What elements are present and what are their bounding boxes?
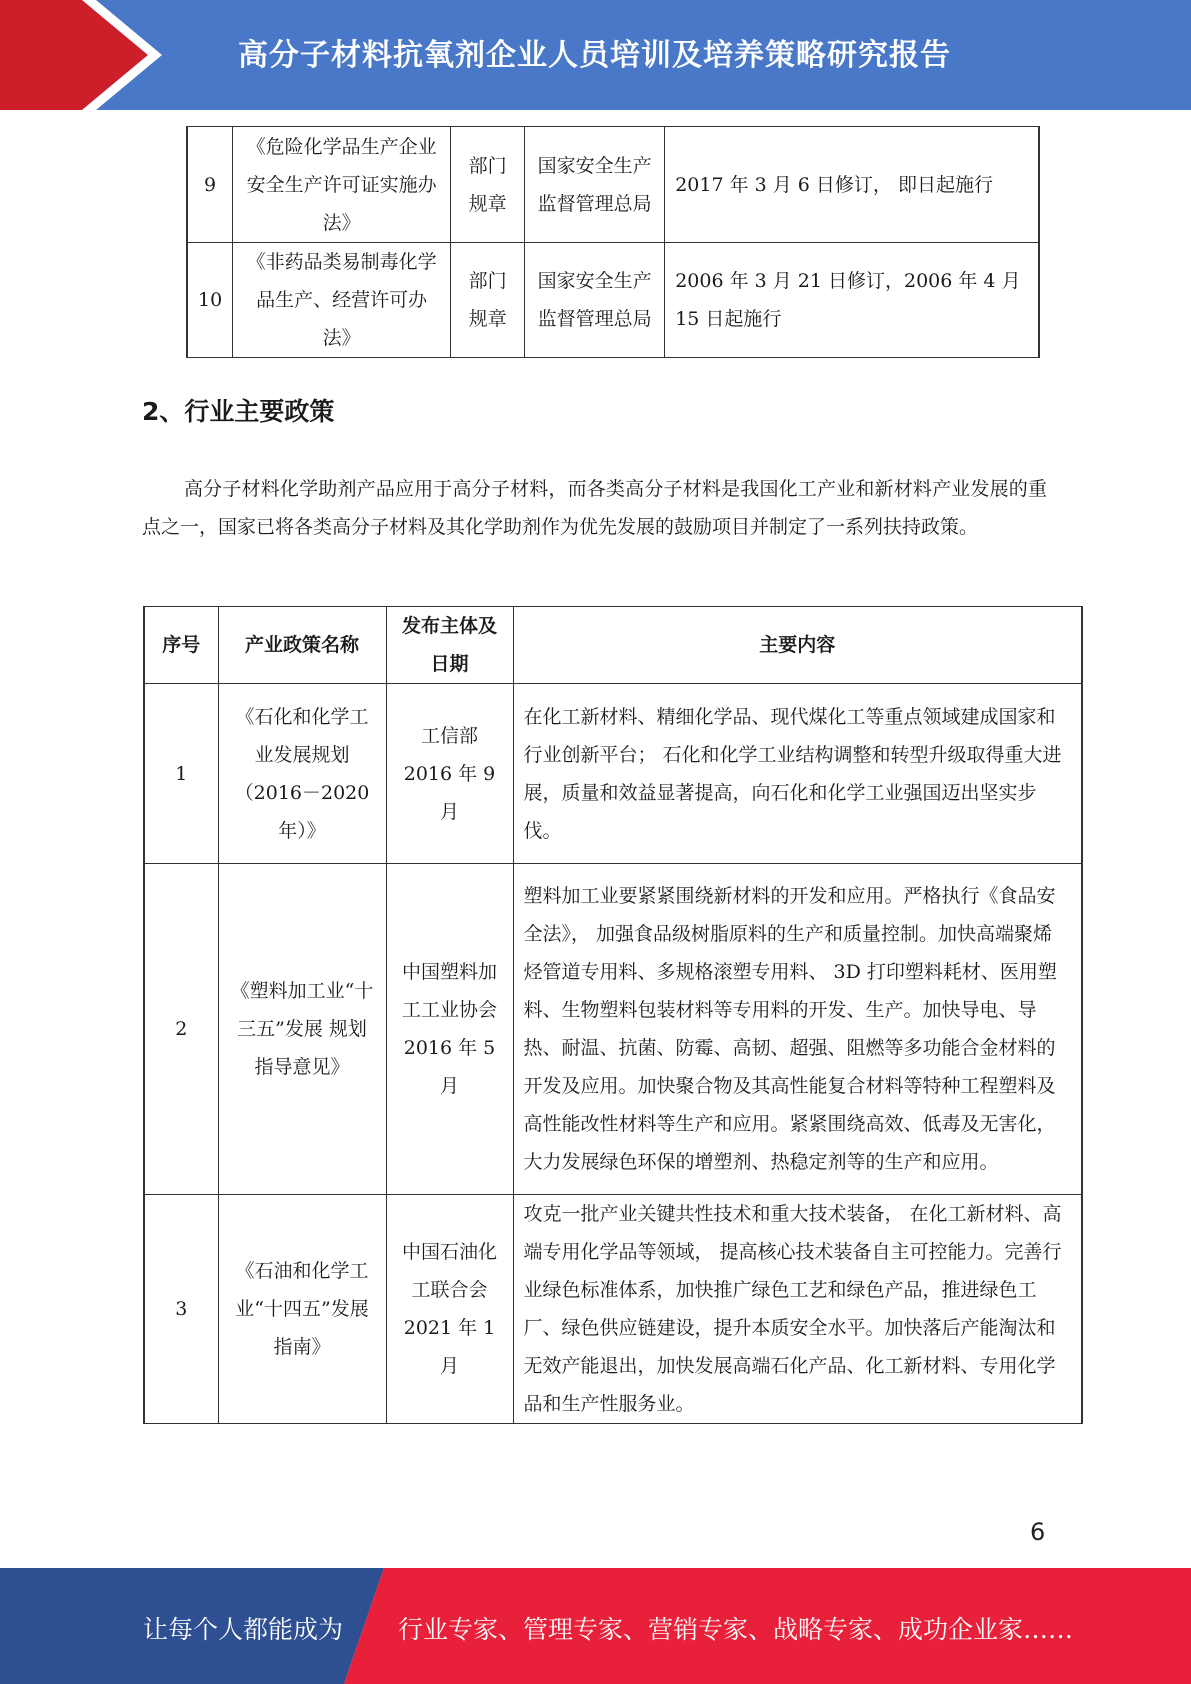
regulation-issuer: 国家安全生产监督管理总局 — [525, 243, 665, 358]
regulation-name: 《非药品类易制毒化学品生产、经营许可办法》 — [233, 243, 451, 358]
row-number: 3 — [144, 1195, 218, 1424]
regulation-date: 2006 年 3 月 21 日修订，2006 年 4 月 15 日起施行 — [665, 243, 1039, 358]
page-footer — [0, 1568, 1191, 1684]
regulation-type: 部门规章 — [451, 243, 525, 358]
header-no: 序号 — [144, 607, 218, 684]
row-number: 1 — [144, 684, 218, 864]
regulation-name: 《危险化学品生产企业安全生产许可证实施办法》 — [233, 127, 451, 243]
footer-slogan-left: 让每个人都能成为 — [143, 1615, 344, 1644]
page-header — [0, 0, 1191, 110]
section-heading: 2、行业主要政策 — [142, 397, 335, 426]
page-number: 6 — [1030, 1518, 1046, 1546]
row-number: 2 — [144, 864, 218, 1195]
regulation-issuer: 国家安全生产监督管理总局 — [525, 127, 665, 243]
header-title: 高分子材料抗氧剂企业人员培训及培养策略研究报告 — [238, 38, 951, 73]
table-row — [187, 127, 1039, 243]
header-content: 主要内容 — [513, 607, 1082, 684]
header-name: 产业政策名称 — [218, 607, 386, 684]
footer-slogan-right: 行业专家、管理专家、营销专家、战略专家、成功企业家…… — [398, 1615, 1074, 1644]
policy-name: 《石油和化学工业“十四五”发展指南》 — [218, 1195, 386, 1424]
row-number: 9 — [187, 127, 233, 243]
regulation-type: 部门规章 — [451, 127, 525, 243]
policy-name: 《石化和化学工业发展规划（2016－2020年）》 — [218, 684, 386, 864]
header-issuer: 发布主体及日期 — [386, 607, 513, 684]
policy-name: 《塑料加工业“十三五”发展 规划指导意见》 — [218, 864, 386, 1195]
table-row — [187, 243, 1039, 358]
policy-issuer: 中国石油化工联合会 2021 年 1 月 — [386, 1195, 513, 1424]
section-paragraph: 高分子材料化学助剂产品应用于高分子材料，而各类高分子材料是我国化工产业和新材料产业发展的重点之一，国家已将各类高分子材料及其化学助剂作为优先发展的鼓励项目并制定了一系列扶持政策。 — [142, 478, 1047, 538]
policy-content: 在化工新材料、精细化学品、现代煤化工等重点领域建成国家和行业创新平台； 石化和化学工业结构调整和转型升级取得重大进展，质量和效益显著提高，向石化和化学工业强国迈出坚实步伐。 — [513, 684, 1082, 864]
row-number: 10 — [187, 243, 233, 358]
table-row — [144, 1195, 1082, 1424]
policy-issuer: 中国塑料加工工业协会 2016 年 5 月 — [386, 864, 513, 1195]
regulation-date: 2017 年 3 月 6 日修订， 即日起施行 — [665, 127, 1039, 243]
table-row — [144, 864, 1082, 1195]
regulations-table — [186, 126, 1040, 358]
table-row — [144, 684, 1082, 864]
policy-issuer: 工信部 2016 年 9 月 — [386, 684, 513, 864]
table-header-row — [144, 607, 1082, 684]
policy-content: 塑料加工业要紧紧围绕新材料的开发和应用。严格执行《食品安全法》， 加强食品级树脂原料的生产和质量控制。加快高端聚烯烃管道专用料、多规格滚塑专用料、 3D 打印塑料耗材、医用塑料、生物塑料包装材料等专用料的开发、生产。加快导电、导热、耐温、抗菌、防霉、高韧、超强、阻燃等多功能合金材料的开发及应用。加快聚合物及其高性能复合材料等特种工程塑料及高性能改性材料等生产和应用。紧紧围绕高效、低毒及无害化，大力发展绿色环保的增塑剂、热稳定剂等的生产和应用。 — [513, 864, 1082, 1195]
policy-content: 攻克一批产业关键共性技术和重大技术装备， 在化工新材料、高端专用化学品等领域， 提高核心技术装备自主可控能力。完善行业绿色标准体系，加快推广绿色工艺和绿色产品，推进绿色工厂、绿色供应链建设，提升本质安全水平。加快落后产能淘汰和无效产能退出，加快发展高端石化产品、化工新材料、专用化学品和生产性服务业。 — [513, 1195, 1082, 1424]
policy-table — [143, 606, 1083, 1424]
